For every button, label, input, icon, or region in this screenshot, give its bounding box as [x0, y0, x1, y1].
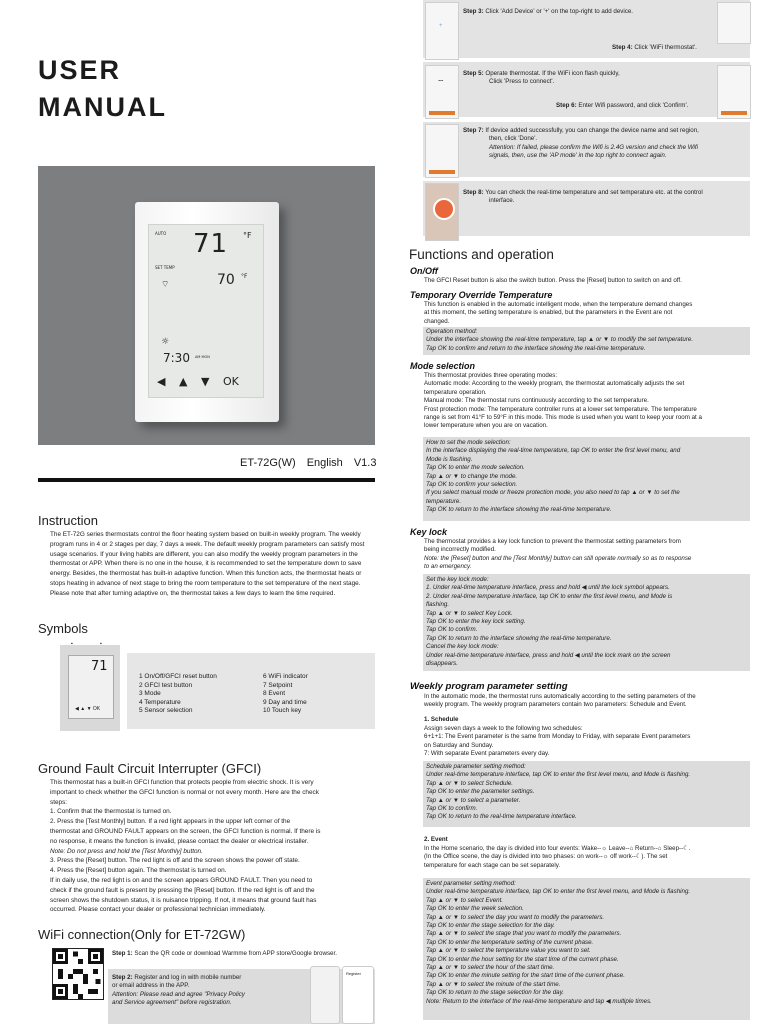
symbols-diagram: [60, 645, 120, 731]
temp-override-text: [424, 301, 749, 326]
step-text: then, click 'Done'.: [489, 135, 538, 143]
temp-override-method: [426, 328, 693, 353]
step-3: [463, 8, 633, 16]
text-line: flashing.: [426, 601, 450, 609]
text-line: 7: With separate Event parameters every day.: [424, 750, 550, 758]
app-screenshot-add: [425, 2, 459, 60]
weekly-program-text: [424, 693, 751, 710]
app-screenshot-done: [425, 124, 459, 178]
schedule-heading: 1. Schedule: [424, 716, 459, 723]
event-heading: 2. Event: [424, 836, 448, 843]
text-line: This function is enabled in the automatic intelligent mode, when the temperature demand changes: [424, 301, 693, 308]
gfci-line: check if the ground fault is present by pressing the [Reset] button. If the red light is off and the: [50, 886, 315, 894]
add-icon: +: [439, 23, 443, 29]
text-line: changed.: [424, 317, 450, 325]
step-text: Operate thermostat. If the WiFi icon flash quickly,: [485, 70, 620, 77]
mode-selection-heading: Mode selection: [410, 361, 476, 371]
title-line-1: USER: [38, 55, 122, 85]
text-line: temperature.: [426, 497, 462, 505]
text-line: Tap OK to enter the hour setting for the start time of the current phase.: [426, 955, 619, 963]
gfci-note: Note: Do not press and hold the [Test Monthly] button.: [50, 847, 203, 855]
text-line: Mode is flashing.: [426, 455, 473, 463]
text-line: In the interface displaying the real-time temperature, tap OK to enter the first level menu, and: [426, 447, 681, 455]
step-text: interface.: [489, 197, 515, 205]
key-lock-text: [424, 538, 751, 572]
text-line: Under the interface showing the real-time temperature, tap ▲ or ▼ to modify the set temperature.: [426, 336, 694, 344]
text-line: Tap OK to enter the week selection.: [426, 905, 524, 913]
text-line: range is set from 41°F to 59°F in this mode. This mode is used when you want to keep your room at a: [424, 414, 702, 422]
step-label: Step 2:: [112, 974, 133, 981]
back-key-icon[interactable]: ◀: [157, 375, 166, 388]
step-label: Step 8:: [463, 189, 484, 196]
gfci-line: important to check whether the GFCI function is normal or not every month. Here are the check: [50, 788, 319, 796]
step-text: Click 'WiFi thermostat'.: [634, 44, 697, 51]
text-line: (In the Office scene, the day is divided into two phases: on work--☼ off work--☾). The set: [424, 853, 668, 861]
text-line: Tap OK to enter the stage selection for the day.: [426, 922, 555, 930]
text-line: Tap OK to return to the stage selection for the day.: [426, 989, 564, 997]
current-temperature: 71: [193, 229, 229, 259]
app-screenshot-connect: [425, 65, 459, 119]
text-line: Under real-time temperature interface, tap OK to enter the first level menu, and Mode is flashing.: [426, 771, 691, 779]
gfci-text: [50, 778, 375, 915]
text-line: Tap OK to confirm.: [426, 805, 478, 813]
symbols-col-1: [139, 673, 217, 716]
step-text: Click 'Press to connect'.: [489, 78, 555, 86]
text-line: Tap ▲ or ▼ to select a parameter.: [426, 796, 521, 804]
text-line: Tap OK to return to the real-time temperature interface.: [426, 813, 577, 821]
text-line: Tap ▲ or ▼ to select the stage that you want to modify the parameters.: [426, 930, 622, 938]
text-line: Tap ▲ or ▼ to change the mode.: [426, 472, 518, 480]
text-line: being incorrectly modified.: [424, 546, 496, 554]
confirm-button[interactable]: [721, 111, 747, 115]
model-version: V1.3: [353, 457, 377, 469]
text-line: Tap OK to enter the parameter settings.: [426, 788, 535, 796]
step-text: or email address in the APP.: [112, 982, 190, 990]
text-line: lower temperature when you are on vacation.: [424, 422, 548, 430]
text-line: on Saturday and Sunday.: [424, 741, 494, 749]
text-line: Tap OK to return to the interface showing the real-time temperature.: [426, 506, 612, 514]
text-line: Tap OK to confirm and return to the interface showing the real-time temperature.: [426, 344, 646, 352]
instruction-heading: Instruction: [38, 513, 98, 528]
diagram-temp: 71: [91, 659, 108, 674]
text-line: Automatic mode: According to the weekly program, the thermostat automatically adjusts the set: [424, 380, 685, 388]
mode-selection-text: [424, 372, 751, 431]
text-line: Tap OK to enter the mode selection.: [426, 464, 525, 472]
symbol-item: 4 Temperature: [139, 698, 181, 706]
gfci-line: 2. Press the [Test Monthly] button. If a red light appears in the upper left corner of the: [50, 818, 291, 826]
text-line: Tap OK to confirm.: [426, 626, 478, 634]
wifi-icon: ⌔: [161, 280, 170, 290]
marker-2: ▪: [100, 641, 102, 647]
step-label: Step 6:: [556, 102, 577, 109]
text-line: Schedule parameter setting method:: [426, 763, 526, 770]
schedule-method: [426, 763, 690, 822]
symbol-item: 1 On/Off/GFCI reset button: [139, 673, 217, 680]
title-divider: [38, 478, 375, 482]
gfci-heading: Ground Fault Circuit Interrupter (GFCI): [38, 761, 262, 776]
step-7: [463, 127, 699, 161]
phone-screenshot-1: [310, 966, 340, 1024]
text-line: Tap OK to return to the interface showing the real-time temperature.: [426, 634, 612, 642]
step-note: signals, then, use the 'AP mode' in the top right to connect again.: [489, 152, 667, 160]
text-line: Tap ▲ or ▼ to select the temperature value you want to set.: [426, 947, 591, 955]
text-line: Tap ▲ or ▼ to select Schedule.: [426, 779, 514, 787]
step-4: [612, 44, 697, 52]
temperature-dial-icon: [433, 198, 455, 220]
step-8: [463, 189, 703, 206]
step-text: Enter Wifi password, and click 'Confirm'.: [578, 102, 689, 109]
symbols-heading: Symbols: [38, 621, 88, 636]
step-text: You can check the real-time temperature and set temperature etc. at the control: [485, 189, 703, 196]
gfci-line: thermostat and GROUND FAULT appears on the screen, the GFCI function is normal. If there is: [50, 827, 321, 835]
diagram-keys: ◀ ▲ ▼ OK: [75, 706, 101, 712]
manual-title: [38, 52, 167, 126]
step-5: [463, 70, 620, 87]
symbol-item: 2 GFCI test button: [139, 681, 193, 689]
app-screenshot-control: [425, 183, 459, 241]
instruction-text: The ET-72G series thermostats control the floor heating system based on built-in weekly program. The weekly program runs in 4 or 2 stages per day, 7 days a week. The default weekly program parameters can satisfy most usage scenarios. If your living habits are different, you can also modify the weekly program parameters in the thermostat or APP. When there is no one in the house, it is recommended to set the temperature down to save energy. Besides, the thermostat has built-in adaptive function. When this function acts, the thermostat heats or stops heating in advance of next stage to bring the room temperature to the set temperature of the next stage. Please note that after turning adaptive on, the thermostat takes a few days to learn the time required.: [50, 531, 365, 597]
step-label: Step 4:: [612, 44, 633, 51]
setpoint-temperature: 70: [217, 272, 235, 288]
schedule-text: [424, 725, 751, 759]
mode-label: AUTO: [155, 231, 167, 236]
text-line: Tap OK to enter the temperature setting of the current phase.: [426, 938, 594, 946]
model-info: [240, 457, 376, 469]
onoff-text: The GFCI Reset button is also the switch button. Press the [Reset] button to switch on and off.: [424, 277, 682, 284]
text-line: 2. Under real-time temperature interface, tap OK to enter the first level menu, and Mode is: [426, 592, 673, 600]
text-line: temperature operation.: [424, 388, 487, 396]
symbol-item: 10 Touch key: [263, 707, 302, 714]
gfci-line: occurred. Please contact your dealer or professional technician immediately.: [50, 906, 266, 914]
text-line: In the Home scenario, the day is divided into four events: Wake--☼ Leave--⌂ Return--⌂ Sleep--☾.: [424, 845, 691, 852]
setpoint-unit: °F: [241, 273, 248, 280]
text-line: Tap OK to confirm your selection.: [426, 481, 518, 489]
down-key-icon[interactable]: ▼: [201, 375, 210, 388]
event-text: [424, 845, 754, 870]
up-key-icon[interactable]: ▲: [179, 375, 188, 388]
text-line: If you select manual mode or freeze protection mode, you also need to tap ▲ or ▼ to set the: [426, 489, 680, 497]
text-line: to an emergency.: [424, 563, 472, 571]
thermostat-screen: [148, 224, 264, 398]
temperature-unit: °F: [243, 231, 252, 240]
text-line: weekly program. The weekly program parameters contain two parameters: Schedule and Event.: [424, 701, 687, 709]
text-line: Event parameter setting method:: [426, 880, 516, 887]
text-line: Manual mode: The thermostat runs continuously according to the set temperature.: [424, 397, 649, 405]
wifi-step-2: [112, 974, 302, 1008]
text-line: Frost protection mode: The temperature controller runs at a lower set temperature. The temperature: [424, 405, 697, 413]
clock-time: 7:30: [163, 351, 190, 365]
step-text: Scan the QR code or download Warmme from APP store/Google browser.: [134, 950, 337, 957]
text-line: Assign seven days a week to the following two schedules:: [424, 725, 583, 732]
sun-icon: ☼: [161, 337, 170, 347]
text-line: Tap ▲ or ▼ to select Key Lock.: [426, 609, 513, 617]
symbol-item: 7 Setpoint: [263, 681, 293, 689]
text-line: Tap OK to enter the key lock setting.: [426, 618, 526, 626]
symbol-item: 8 Event: [263, 690, 286, 697]
symbol-item: 9 Day and time: [263, 698, 307, 706]
clock-suffix: AM MON: [195, 355, 210, 359]
gfci-line: no response, it means the function is invalid, please contact the dealer or electrical installer.: [50, 837, 309, 845]
text-line: Note: the [Reset] button and the [Test Monthly] button can still operate normally so as to response: [424, 554, 692, 562]
wifi-icon: ⌔: [437, 78, 445, 87]
text-line: Cancel the key lock mode:: [426, 643, 499, 651]
text-line: Under real-time temperature interface, tap OK to enter the first level menu, and Mode is flashing.: [426, 888, 691, 896]
text-line: disappears.: [426, 660, 458, 668]
qr-code[interactable]: [52, 948, 104, 1000]
text-line: 1. Under real-time temperature interface, press and hold ◀ until the lock symbol appears.: [426, 584, 670, 592]
marker-1: ▪: [71, 641, 73, 647]
text-line: temperature for each stage can be set separately.: [424, 861, 561, 869]
diagram-screen: [68, 655, 114, 719]
text-line: at this moment, the setting temperature is enabled, but the parameters in the Event are not: [424, 309, 673, 317]
product-photo: [38, 166, 375, 445]
done-button[interactable]: [429, 170, 455, 174]
gfci-line: 3. Press the [Reset] button. The red light is off and the screen shows the power off state.: [50, 857, 300, 865]
text-line: Tap ▲ or ▼ to select the hour of the start time.: [426, 964, 555, 972]
weekly-program-heading: Weekly program parameter setting: [410, 681, 568, 692]
text-line: How to set the mode selection:: [426, 439, 511, 446]
gfci-line: screen shows the shutdown status, it is nuisance tripping. If not, it means that ground fault has: [50, 896, 317, 904]
text-line: In the automatic mode, the thermostat runs automatically according to the setting parameters of the: [424, 693, 696, 700]
key-lock-method: [426, 576, 672, 668]
gfci-line: 1. Confirm that the thermostat is turned on.: [50, 808, 172, 816]
press-to-connect-button[interactable]: [429, 111, 455, 115]
functions-heading: Functions and operation: [409, 247, 554, 262]
qr-code-pattern: [53, 949, 103, 999]
step-text: Click 'Add Device' or '+' on the top-right to add device.: [485, 8, 634, 15]
step-label: Step 3:: [463, 8, 484, 15]
step-label: Step 1:: [112, 950, 133, 957]
text-line: Tap ▲ or ▼ to select the minute of the start time.: [426, 980, 561, 988]
text-line: Tap ▲ or ▼ to select Event.: [426, 896, 504, 904]
app-screenshot-wifi-thermostat: [717, 2, 751, 44]
text-line: Tap ▲ or ▼ to select the day you want to modify the parameters.: [426, 913, 605, 921]
step-note: Attention: Please read and agree "Privacy Policy: [112, 990, 245, 998]
step-6: [556, 102, 688, 110]
wifi-heading: WiFi connection(Only for ET-72GW): [38, 927, 246, 942]
step-text: If device added successfully, you can change the device name and set region,: [485, 127, 699, 134]
symbols-legend: [127, 653, 375, 729]
title-line-2: MANUAL: [38, 92, 167, 122]
model-language: English: [306, 457, 343, 469]
mode-method: [426, 439, 680, 515]
text-line: This thermostat provides three operating modes:: [424, 372, 558, 379]
event-method: [426, 880, 690, 1006]
text-line: 6+1+1: The Event parameter is the same from Monday to Friday, with separate Event parameters: [424, 733, 691, 741]
text-line: Set the key lock mode:: [426, 576, 489, 583]
onoff-heading: On/Off: [410, 266, 438, 276]
step-text: Register and log in with mobile number: [134, 974, 242, 981]
step-note: Attention: If failed, please confirm the Wifi is 2.4G version and check the Wifi: [489, 143, 698, 151]
text-line: Tap OK to enter the minute setting for the start time of the current phase.: [426, 972, 625, 980]
gfci-line: steps:: [50, 798, 68, 806]
gfci-line: If in daily use, the red light is on and the screen appears GROUND FAULT. Then you need to: [50, 876, 313, 884]
step-label: Step 7:: [463, 127, 484, 134]
symbol-item: 6 WiFi indicator: [263, 673, 308, 680]
symbol-item: 3 Mode: [139, 690, 161, 697]
ok-key[interactable]: OK: [223, 375, 239, 388]
phone-screenshot-register: [342, 966, 374, 1024]
register-title: Register: [346, 971, 361, 976]
wifi-step-1: [112, 950, 337, 958]
symbols-col-2: [263, 673, 308, 716]
app-screenshot-password: [717, 65, 751, 119]
text-line: Operation method:: [426, 328, 478, 335]
model-name: ET-72G(W): [240, 457, 296, 469]
text-line: The thermostat provides a key lock function to prevent the thermostat setting parameters from: [424, 538, 681, 545]
symbol-item: 5 Sensor selection: [139, 707, 193, 714]
thermostat-device: [135, 202, 279, 422]
gfci-line: This thermostat has a built-in GFCI function that protects people from electric shock. It is very: [50, 779, 314, 786]
temp-override-heading: Temporary Override Temperature: [410, 290, 553, 300]
text-line: Note: Return to the interface of the real-time temperature and tap ◀ multiple times.: [426, 997, 652, 1005]
setpoint-label: SET TEMP: [155, 265, 175, 270]
text-line: Under real-time temperature interface, press and hold ◀ until the lock mark on the screen: [426, 651, 671, 659]
gfci-line: 4. Press the [Reset] button again. The thermostat is turned on.: [50, 867, 227, 875]
key-lock-heading: Key lock: [410, 527, 448, 537]
step-label: Step 5:: [463, 70, 484, 77]
step-note: and Service agreement" before registration.: [112, 999, 232, 1007]
